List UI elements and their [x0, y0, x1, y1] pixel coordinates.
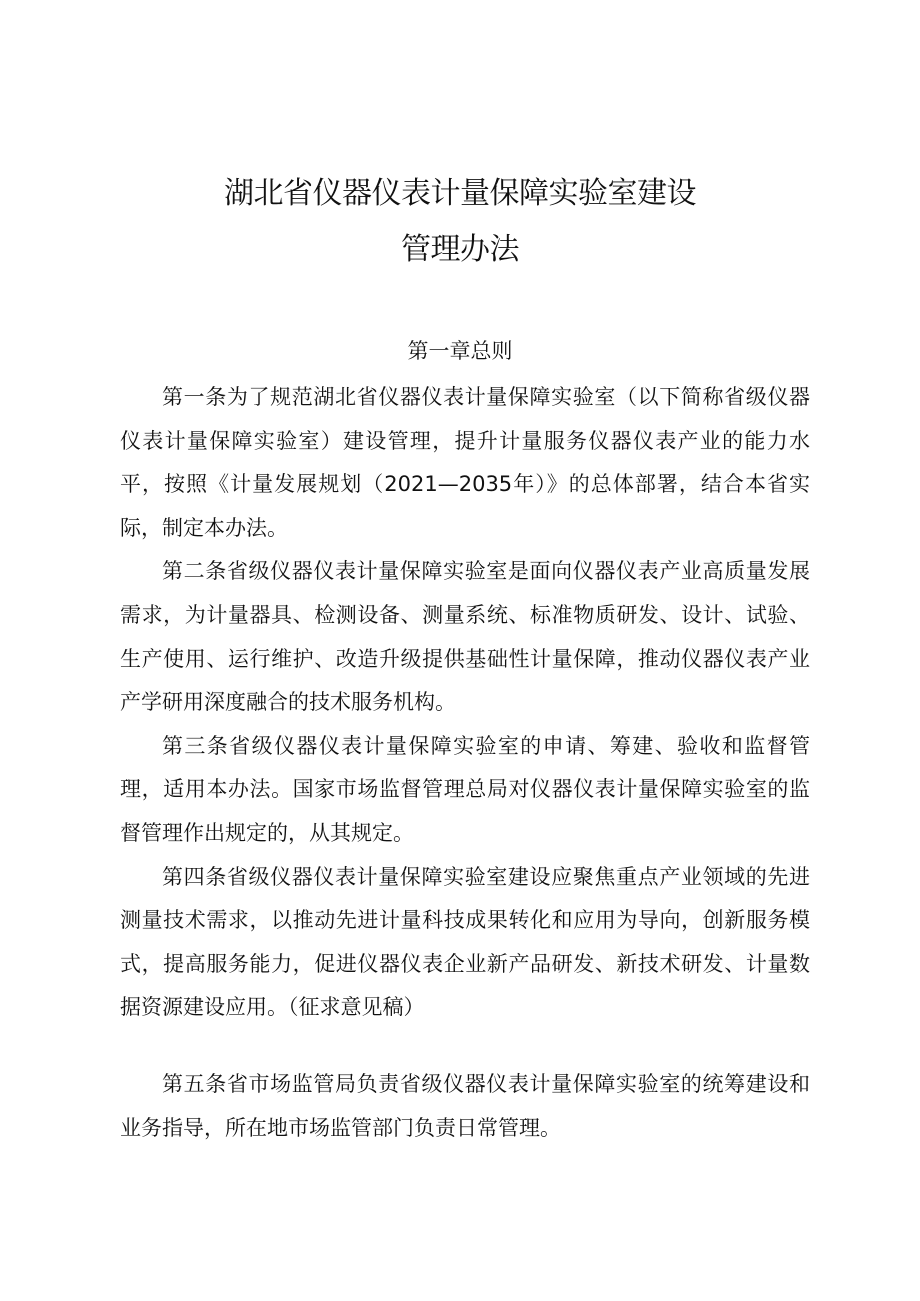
article-1: 第一条为了规范湖北省仪器仪表计量保障实验室（以下简称省级仪器仪表计量保障实验室）建设管理，提升计量服务仪器仪表产业的能力水平，按照《计量发展规划（2021—2035年）》的总体部署，结合本省实际，制定本办法。: [120, 385, 810, 540]
article-4: 第四条省级仪器仪表计量保障实验室建设应聚焦重点产业领域的先进测量技术需求，以推动先进计量科技成果转化和应用为导向，创新服务模式，提高服务能力，促进仪器仪表企业新产品研发、新技术研发、计量数据资源建设应用。（征求意见稿）: [120, 864, 810, 1020]
article-2: 第二条省级仪器仪表计量保障实验室是面向仪器仪表产业高质量发展需求，为计量器具、检测设备、测量系统、标准物质研发、设计、试验、生产使用、运行维护、改造升级提供基础性计量保障，推动仪器仪表产业产学研用深度融合的技术服务机构。: [120, 559, 810, 715]
article-5: 第五条省市场监管局负责省级仪器仪表计量保障实验室的统筹建设和业务指导，所在地市场监管部门负责日常管理。: [120, 1071, 810, 1140]
document-body: [120, 376, 810, 1150]
document-title-line-2: 管理办法: [401, 232, 519, 267]
chapter-heading: 第一章总则: [407, 339, 513, 363]
article-3: 第三条省级仪器仪表计量保障实验室的申请、筹建、验收和监督管理，适用本办法。国家市场监督管理总局对仪器仪表计量保障实验室的监督管理作出规定的，从其规定。: [120, 733, 810, 845]
document-title-line-1: 湖北省仪器仪表计量保障实验室建设: [224, 176, 696, 211]
